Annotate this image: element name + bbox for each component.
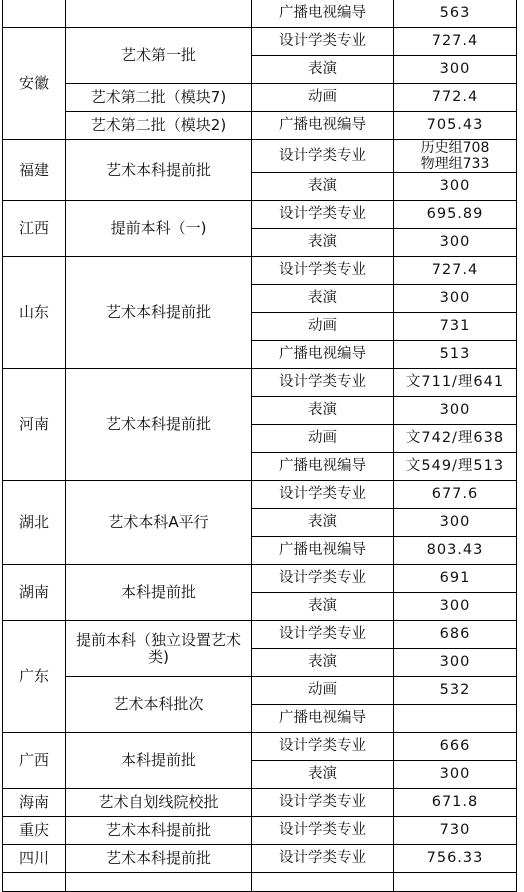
score-cell: 705.43	[394, 112, 517, 140]
major-cell: 设计学类专业	[252, 257, 394, 285]
table-row	[3, 201, 517, 229]
table-row	[3, 369, 517, 397]
major-cell: 设计学类专业	[252, 565, 394, 593]
score-cell: 532	[394, 677, 517, 705]
score-cell: 731	[394, 313, 517, 341]
major-cell	[252, 873, 394, 892]
table-row	[3, 789, 517, 817]
major-cell: 表演	[252, 397, 394, 425]
major-cell: 设计学类专业	[252, 481, 394, 509]
score-cell	[394, 873, 517, 892]
batch-cell: 艺术本科提前批	[66, 257, 252, 369]
score-cell: 686	[394, 621, 517, 649]
table-row	[3, 84, 517, 112]
province-cell: 四川	[3, 845, 66, 873]
major-cell: 表演	[252, 173, 394, 201]
major-cell: 动画	[252, 313, 394, 341]
table-row	[3, 565, 517, 593]
major-cell: 动画	[252, 425, 394, 453]
score-cell: 300	[394, 649, 517, 677]
major-cell: 表演	[252, 649, 394, 677]
score-cell: 772.4	[394, 84, 517, 112]
table-row	[3, 621, 517, 649]
province-cell: 安徽	[3, 28, 66, 140]
table-row	[3, 481, 517, 509]
score-cell: 文549/理513	[394, 453, 517, 481]
score-cell: 文711/理641	[394, 369, 517, 397]
batch-cell: 艺术本科提前批	[66, 369, 252, 481]
score-line-history: 历史组708	[420, 140, 490, 156]
major-cell: 表演	[252, 593, 394, 621]
score-cell: 677.6	[394, 481, 517, 509]
score-cell: 300	[394, 593, 517, 621]
major-cell: 设计学类专业	[252, 140, 394, 173]
score-cell: 756.33	[394, 845, 517, 873]
score-cell: 300	[394, 397, 517, 425]
batch-cell: 提前本科（一)	[66, 201, 252, 257]
table-row	[3, 112, 517, 140]
major-cell: 广播电视编导	[252, 341, 394, 369]
major-cell: 表演	[252, 229, 394, 257]
score-cell: 300	[394, 285, 517, 313]
major-cell: 表演	[252, 509, 394, 537]
major-cell: 表演	[252, 56, 394, 84]
score-cell: 695.89	[394, 201, 517, 229]
table-row	[3, 845, 517, 873]
major-cell: 广播电视编导	[252, 537, 394, 565]
score-cell: 666	[394, 733, 517, 761]
score-cell: 727.4	[394, 28, 517, 56]
score-cell: 300	[394, 56, 517, 84]
admission-score-table	[2, 0, 517, 892]
score-cell: 803.43	[394, 537, 517, 565]
batch-cell	[66, 0, 252, 28]
batch-cell: 提前本科（独立设置艺术类)	[66, 621, 252, 677]
table-row	[3, 28, 517, 56]
major-cell: 设计学类专业	[252, 817, 394, 845]
score-cell	[394, 140, 517, 173]
province-cell: 山东	[3, 257, 66, 369]
province-cell: 重庆	[3, 817, 66, 845]
major-cell: 广播电视编导	[252, 453, 394, 481]
major-cell: 广播电视编导	[252, 112, 394, 140]
major-cell: 设计学类专业	[252, 789, 394, 817]
batch-cell: 艺术本科A平行	[66, 481, 252, 565]
province-cell: 海南	[3, 789, 66, 817]
batch-cell: 艺术本科提前批	[66, 845, 252, 873]
province-cell: 湖北	[3, 481, 66, 565]
table-row	[3, 140, 517, 173]
batch-cell	[66, 873, 252, 892]
score-cell: 300	[394, 509, 517, 537]
score-cell: 691	[394, 565, 517, 593]
province-cell: 江西	[3, 201, 66, 257]
table-row	[3, 817, 517, 845]
major-cell: 广播电视编导	[252, 0, 394, 28]
table-row	[3, 0, 517, 28]
major-cell: 动画	[252, 677, 394, 705]
score-cell: 300	[394, 229, 517, 257]
batch-cell: 艺术第一批	[66, 28, 252, 84]
major-cell: 设计学类专业	[252, 201, 394, 229]
province-cell: 广东	[3, 621, 66, 733]
score-cell: 513	[394, 341, 517, 369]
score-cell: 563	[394, 0, 517, 28]
province-cell	[3, 0, 66, 28]
batch-cell: 艺术自划线院校批	[66, 789, 252, 817]
score-table-container	[2, 0, 517, 892]
batch-cell: 本科提前批	[66, 733, 252, 789]
table-row	[3, 677, 517, 705]
major-cell: 表演	[252, 285, 394, 313]
score-line-physics: 物理组733	[420, 156, 490, 172]
batch-cell: 艺术本科提前批	[66, 140, 252, 201]
batch-cell: 艺术第二批（模块2)	[66, 112, 252, 140]
table-row	[3, 257, 517, 285]
province-cell	[3, 873, 66, 892]
score-cell	[394, 705, 517, 733]
major-cell: 设计学类专业	[252, 845, 394, 873]
score-cell: 300	[394, 761, 517, 789]
batch-cell: 艺术本科提前批	[66, 817, 252, 845]
score-cell: 文742/理638	[394, 425, 517, 453]
major-cell: 设计学类专业	[252, 733, 394, 761]
score-cell: 300	[394, 173, 517, 201]
major-cell: 设计学类专业	[252, 621, 394, 649]
table-row	[3, 873, 517, 892]
table-row	[3, 733, 517, 761]
major-cell: 表演	[252, 761, 394, 789]
province-cell: 湖南	[3, 565, 66, 621]
major-cell: 广播电视编导	[252, 705, 394, 733]
major-cell: 设计学类专业	[252, 28, 394, 56]
province-cell: 河南	[3, 369, 66, 481]
score-cell: 671.8	[394, 789, 517, 817]
batch-cell: 本科提前批	[66, 565, 252, 621]
major-cell: 动画	[252, 84, 394, 112]
province-cell: 广西	[3, 733, 66, 789]
batch-cell: 艺术第二批（模块7)	[66, 84, 252, 112]
major-cell: 设计学类专业	[252, 369, 394, 397]
score-cell: 730	[394, 817, 517, 845]
province-cell: 福建	[3, 140, 66, 201]
batch-cell: 艺术本科批次	[66, 677, 252, 733]
score-cell: 727.4	[394, 257, 517, 285]
